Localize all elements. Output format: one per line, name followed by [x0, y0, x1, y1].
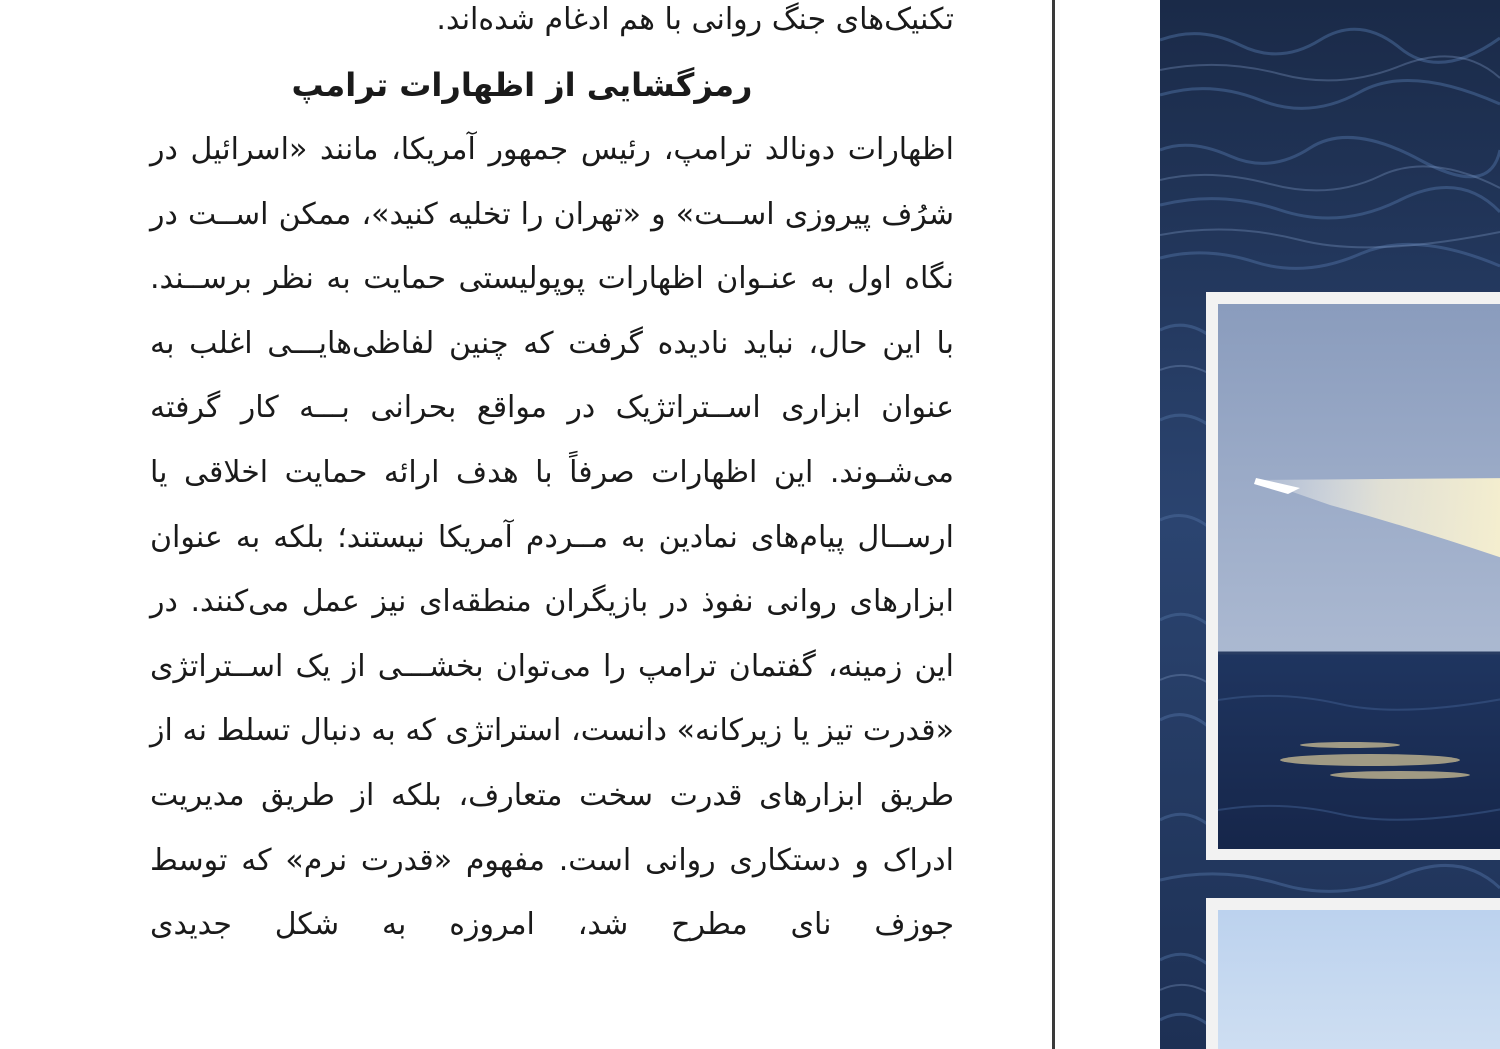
column-divider [1052, 0, 1055, 1049]
article-body: اظهارات دونالد ترامپ، رئیس جمهور آمریکا، مانند «اسرائیل در شرُف پیروزی اســت» و «تهران را تخلیه کنید»، ممکن اســت در نگاه اول به عنـوان اظهارات پوپولیستی حمایت به نظر برســند. با این حال، نباید نادیده گرفت که چنین لفاظی‌هایـــی اغلب به عنوان ابزاری اســتراتژیک در مواقع بحرانی بـــه کار گرفته می‌شـوند. این اظهارات صرفاً با هدف ارائه حمایت اخلاقی یا ارســال پیام‌های نمادین به مــردم آمریکا نیستند؛ بلکه به عنوان ابزارهای روانی نفوذ در بازیگران منطقه‌ای نیز عمل می‌کنند. در این زمینه، گفتمان ترامپ را می‌توان بخشـــی از یک اســتراتژی «قدرت تیز یا زیرکانه» دانست، استراتژی که به دنبال تسلط نه از طریق ابزارهای قدرت سخت متعارف، بلکه از طریق مدیریت ادراک و دستکاری روانی است. مفهوم «قدرت نرم» که توسط جوزف نای مطرح شد، امروزه به شکل جدیدی [150, 132, 954, 943]
article-column [150, 0, 954, 958]
article-subheading: رمزگشایی از اظهارات ترامپ [291, 66, 753, 104]
sea-photo-panel [1160, 0, 1500, 1049]
intro-line: تکنیک‌های جنگ روانی با هم ادغام شده‌اند. [436, 2, 954, 37]
sea-photo-graphic [1160, 0, 1500, 1049]
